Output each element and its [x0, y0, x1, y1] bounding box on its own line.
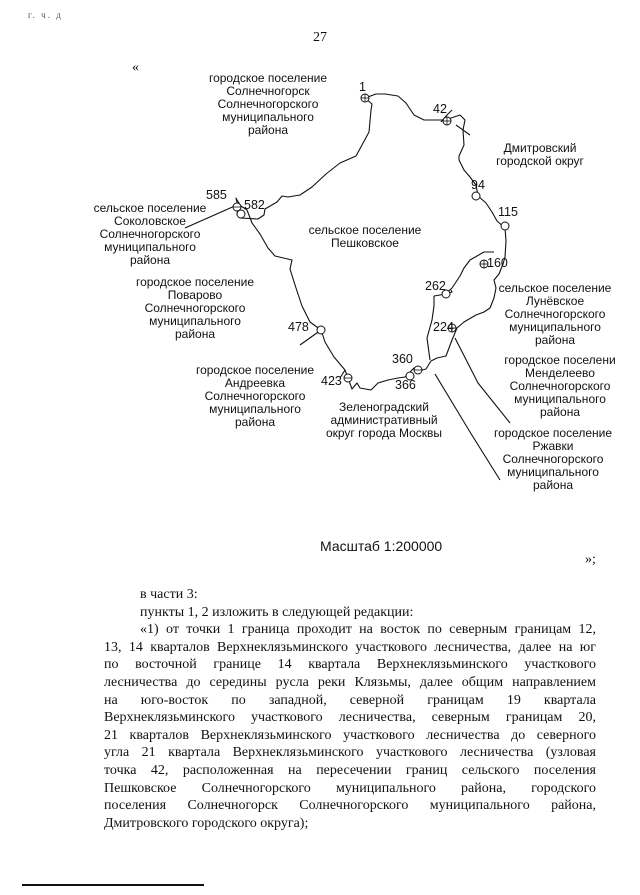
clause-line: Пешковское Солнечногорского муниципального района, городского — [104, 780, 596, 796]
clause-line: Дмитровского городского округа); — [104, 815, 309, 831]
label-povarovo: городское поселение Поварово Солнечногорского муниципального района — [135, 275, 255, 341]
node-marker-478 — [317, 326, 325, 334]
clause-line: 21 кварталов Верхнеклязьминского участкового лесничества до северного — [104, 727, 596, 743]
node-marker-115 — [501, 222, 509, 230]
node-marker-94 — [472, 192, 480, 200]
point-label-224: 224 — [433, 320, 454, 334]
line-part: в части 3: — [140, 587, 198, 602]
clause-line: поселения Солнечногорск Солнечногорского муниципального района, — [104, 798, 596, 814]
clause-line: Верхнеклязьминского участкового лесничества, северным границам 20, — [104, 710, 596, 726]
point-label-366: 366 — [395, 378, 416, 392]
label-dmitrovsky: Дмитровский городской округ — [496, 141, 584, 168]
boundary-map — [0, 60, 640, 490]
label-rzhavki: городское поселение Ржавки Солнечногорского муниципального района — [493, 426, 613, 492]
clause-line: 13, 14 кварталов Верхнеклязьминского участкового лесничества, далее на юг — [104, 639, 596, 655]
label-lunevskoe: сельское поселение Лунёвское Солнечногорского муниципального района — [498, 281, 612, 347]
clause-line: «1) от точки 1 граница проходит на восток по северным границам 12, — [140, 622, 596, 638]
point-label-115: 115 — [498, 205, 518, 219]
label-sokolovskoe: сельское поселение Соколовское Солнечногорского муниципального района — [93, 201, 207, 267]
label-andreevka: городское поселение Андреевка Солнечногорского муниципального района — [195, 363, 315, 429]
body-text — [104, 586, 596, 832]
point-label-160: 160 — [487, 256, 508, 270]
point-label-582: 582 — [244, 198, 265, 212]
clause-line: на юго-восток по западной, северной границам 19 квартала — [104, 692, 596, 708]
label-mendeleevo: городское поселени Менделеево Солнечногорского муниципального района — [504, 353, 616, 419]
point-label-94: 94 — [471, 178, 485, 192]
map-scale: Масштаб 1:200000 — [320, 538, 443, 554]
point-label-423: 423 — [321, 374, 342, 388]
clause-line: лесничества до середины русла реки Клязьмы, далее общим направлением — [104, 674, 596, 690]
point-label-1: 1 — [359, 80, 366, 94]
label-peshkovskoe: сельское поселение Пешковское — [308, 223, 422, 250]
footnote-rule — [22, 884, 204, 886]
close-quote: »; — [585, 552, 596, 567]
page-number: 27 — [313, 30, 327, 45]
point-label-585: 585 — [206, 188, 227, 202]
point-label-478: 478 — [288, 320, 309, 334]
label-solnechnogorsk: городское поселение Солнечногорск Солнечногорского муниципального района — [208, 71, 328, 137]
corner-mark: г. ч. д — [28, 10, 63, 20]
clause-line: точка 42, расположенная на пересечении границ сельского поселения — [104, 762, 596, 778]
point-label-42: 42 — [433, 102, 447, 116]
clause-line: угла 21 квартала Верхнеклязьминского участкового лесничества (узловая — [104, 745, 596, 761]
label-zelenograd: Зеленоградский административный округ города Москвы — [325, 400, 443, 440]
point-label-360: 360 — [392, 352, 413, 366]
open-quote: « — [132, 60, 139, 75]
point-label-262: 262 — [425, 279, 446, 293]
clause-line: по восточной границе 14 квартала Верхнеклязьминского участкового — [104, 657, 596, 673]
line-points: пункты 1, 2 изложить в следующей редакции: — [140, 604, 414, 620]
